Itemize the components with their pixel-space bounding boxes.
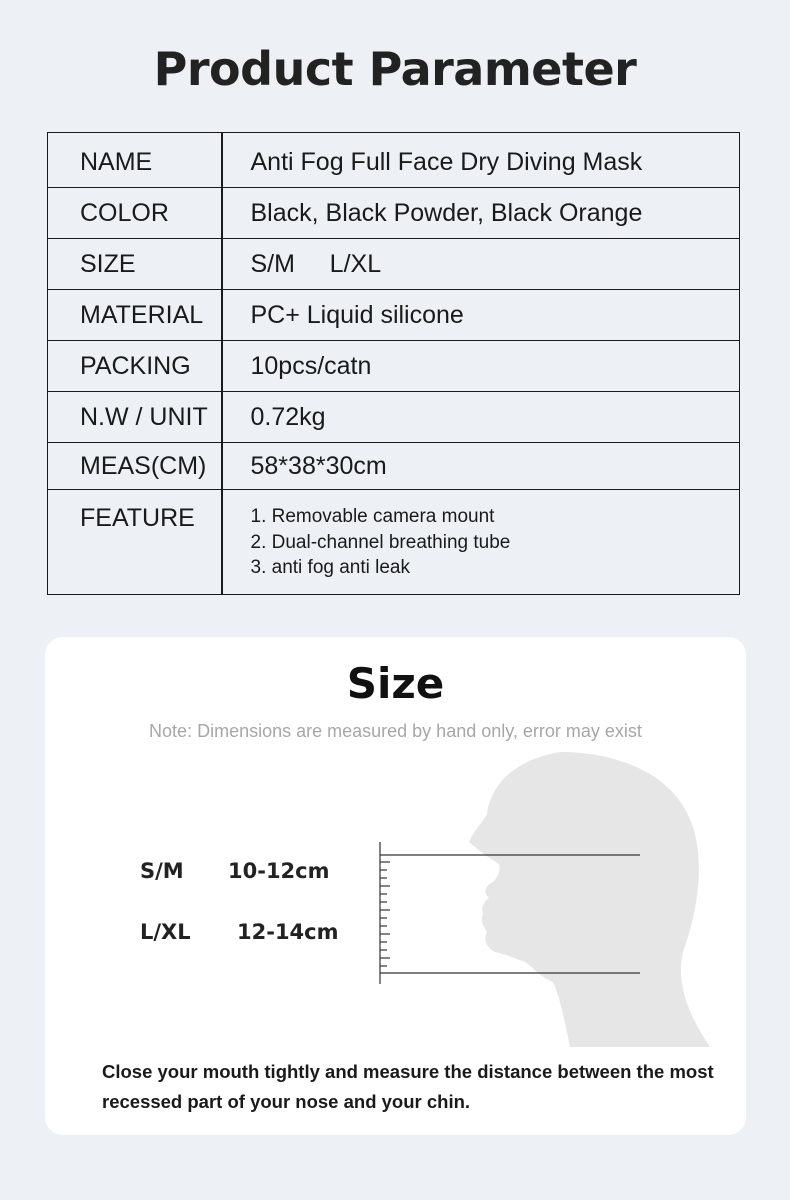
table-row (48, 188, 740, 239)
feature-item: 2. Dual-channel breathing tube (250, 531, 511, 553)
head-profile-icon (365, 752, 725, 1052)
param-key: NAME (48, 133, 222, 188)
param-key: MEAS(CM) (48, 443, 222, 490)
param-key: N.W / UNIT (48, 392, 222, 443)
param-key: PACKING (48, 341, 222, 392)
param-value: 10pcs/catn (222, 341, 740, 392)
table-row (48, 341, 740, 392)
param-key: COLOR (48, 188, 222, 239)
size-value: 12-14cm (237, 920, 339, 944)
param-value: PC+ Liquid silicone (222, 290, 740, 341)
table-row (48, 392, 740, 443)
size-note: Note: Dimensions are measured by hand only, error may exist (149, 721, 642, 741)
size-label: L/XL (140, 920, 191, 944)
size-card (45, 637, 746, 1135)
table-row (48, 290, 740, 341)
feature-list (222, 490, 740, 595)
size-row-lxl (140, 920, 339, 944)
param-key: MATERIAL (48, 290, 222, 341)
size-title: Size (346, 659, 445, 708)
head-silhouette (469, 752, 710, 1047)
table-row (48, 239, 740, 290)
param-key: SIZE (48, 239, 222, 290)
param-value: 0.72kg (222, 392, 740, 443)
parameter-table (47, 132, 740, 595)
page-title: Product Parameter (153, 42, 637, 96)
feature-item: 3. anti fog anti leak (250, 557, 410, 578)
param-key: FEATURE (48, 490, 222, 595)
param-value: S/M L/XL (222, 239, 740, 290)
table-row (48, 443, 740, 490)
measure-instruction: Close your mouth tightly and measure the distance between the most recessed part of your nose and your chin. (102, 1061, 714, 1112)
param-value: 58*38*30cm (222, 443, 740, 490)
size-label: S/M (140, 859, 184, 883)
param-value: Black, Black Powder, Black Orange (222, 188, 740, 239)
table-row-feature (48, 490, 740, 595)
size-value: 10-12cm (228, 859, 330, 883)
size-row-sm (140, 859, 330, 883)
table-row (48, 133, 740, 188)
param-value: Anti Fog Full Face Dry Diving Mask (222, 133, 740, 188)
feature-item: 1. Removable camera mount (250, 506, 495, 527)
